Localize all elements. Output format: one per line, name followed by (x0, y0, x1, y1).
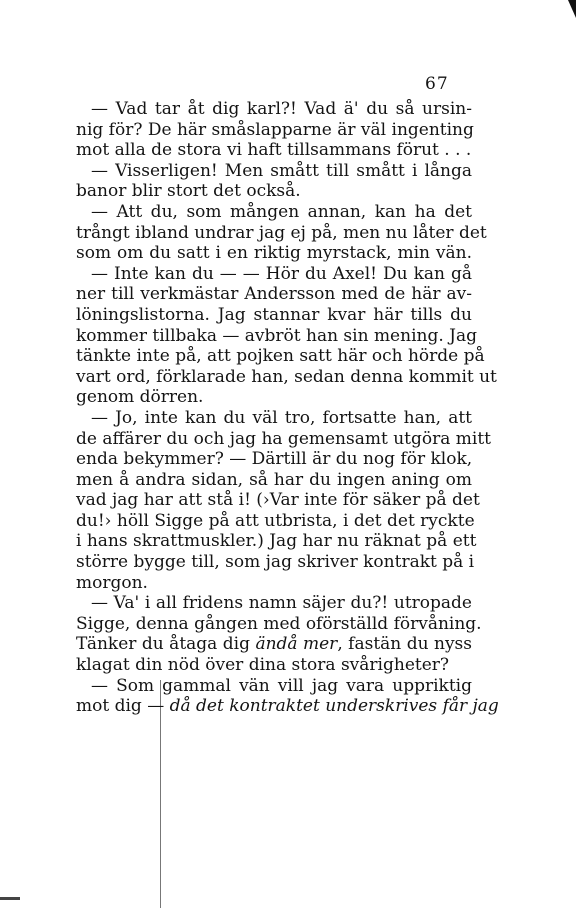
page-edge-mark (568, 0, 576, 18)
text-line: morgon. (76, 572, 148, 593)
text-line: i hans skrattmuskler.) Jag har nu räknat på ett (76, 531, 477, 552)
text-line: löningslistorna. Jag stannar kvar här tills du (76, 304, 472, 325)
text-line: de affärer du och jag ha gemensamt utgöra mitt (76, 428, 492, 449)
text-line: banor blir stort det också. (76, 181, 301, 202)
emphasis: då det kontraktet underskrives får jag (169, 696, 499, 717)
text-line: — Vad tar åt dig karl?! Vad ä' du så ursin- (91, 99, 472, 119)
text-line: kommer tillbaka — avbröt han sin mening. Jag (76, 325, 477, 346)
text-line: du!› höll Sigge på att utbrista, i det det ryckte (76, 510, 475, 531)
text-line: men å andra sidan, så har du ingen aning om (76, 469, 472, 490)
text-line: vad jag har att stå i! (›Var inte för säker på det (76, 490, 480, 511)
text-line: genom dörren. (76, 387, 204, 408)
text-line: — Visserligen! Men smått till smått i långa (91, 160, 472, 181)
text-line: mot alla de stora vi haft tillsammans förut . . . (76, 140, 472, 161)
text-line: — Att du, som mången annan, kan ha det (91, 201, 472, 222)
text-line: — Inte kan du — — Hör du Axel! Du kan gå (91, 263, 472, 284)
text-line: — Som gammal vän vill jag vara uppriktig (91, 675, 472, 696)
text-line: tänkte inte på, att pojken satt här och hörde på (76, 346, 485, 367)
body-text (76, 99, 499, 717)
text-line: — Jo, inte kan du väl tro, fortsatte han, att (91, 407, 472, 428)
text-line: trångt ibland undrar jag ej på, men nu låter det (76, 222, 487, 243)
text-line: större bygge till, som jag skriver kontrakt på i (76, 552, 475, 573)
text-line: Sigge, denna gången med oförställd förvåning. (76, 613, 482, 634)
text-line: Tänker du åtaga dig ändå mer, fastän du nyss (76, 634, 473, 655)
text-line: — Va' i all fridens namn säjer du?! utropade (91, 593, 472, 614)
text-line: klagat din nöd över dina stora svårigheter? (76, 655, 450, 676)
left-edge-mark (0, 897, 20, 900)
text-line: mot dig — då det kontraktet underskrives får jag (76, 696, 499, 717)
text-line: ner till verkmästar Andersson med de här av- (76, 284, 472, 305)
text-line: som om du satt i en riktig myrstack, min vän. (76, 243, 472, 264)
text-line: enda bekymmer? — Därtill är du nog för klok, (76, 449, 473, 470)
page-number: 67 (425, 74, 449, 94)
emphasis: ändå mer (255, 634, 338, 655)
text-line: vart ord, förklarade han, sedan denna kommit ut (76, 366, 497, 387)
text-line: nig för? De här småslapparne är väl ingenting (76, 119, 474, 140)
